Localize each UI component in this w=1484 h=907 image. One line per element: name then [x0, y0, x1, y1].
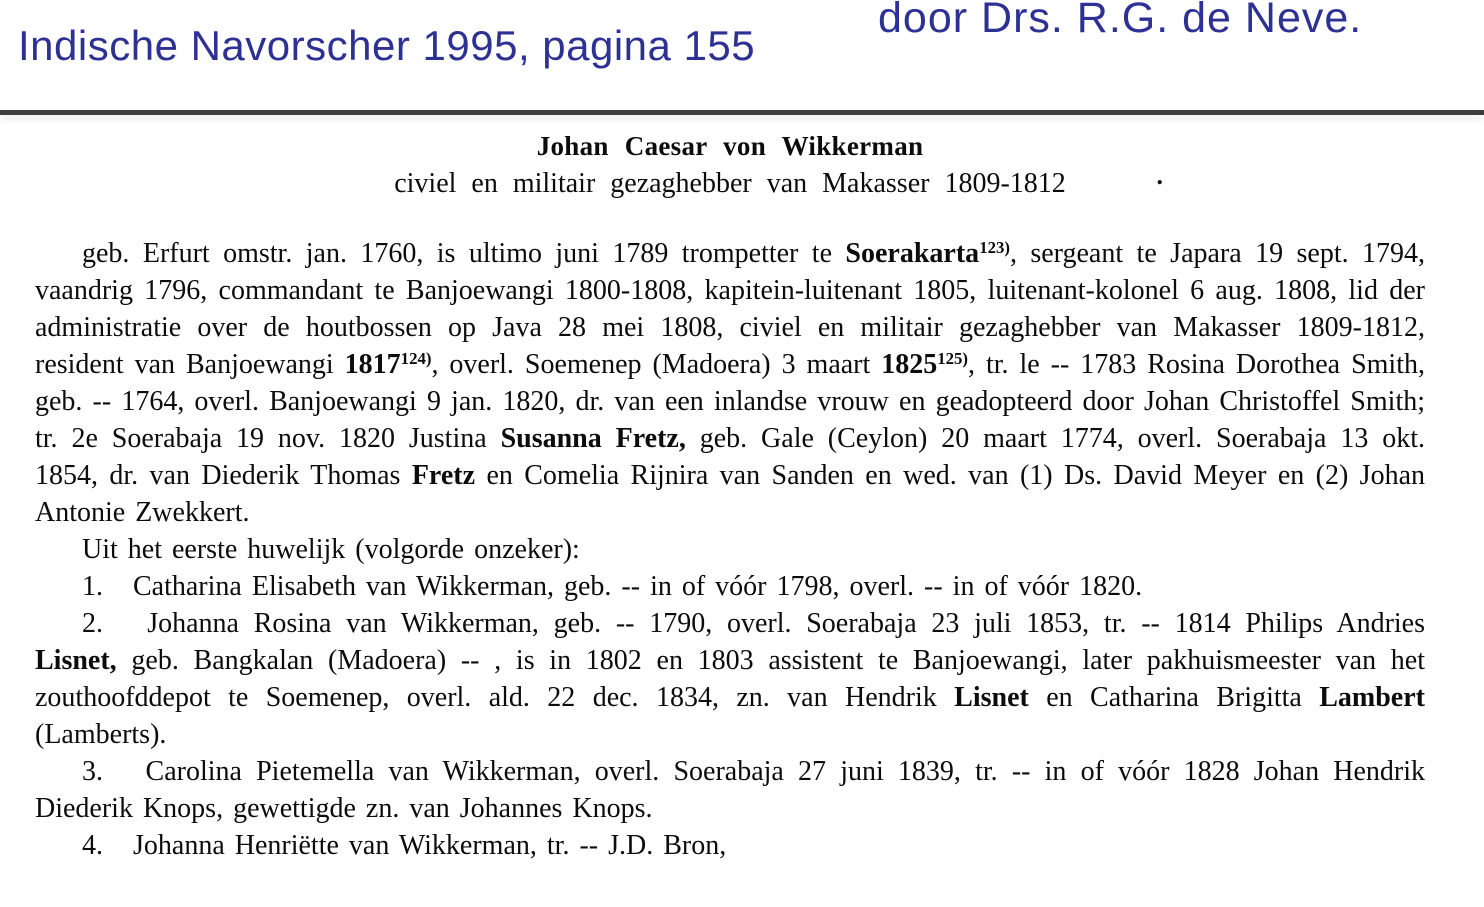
paragraph	[35, 827, 1425, 864]
text-segment: Lisnet	[954, 682, 1029, 713]
paragraph	[35, 531, 1425, 568]
text-segment: 1817	[344, 349, 401, 380]
paragraph	[35, 568, 1425, 605]
paragraph	[35, 605, 1425, 753]
text-segment: (Lamberts).	[35, 719, 167, 750]
paragraph	[35, 235, 1425, 531]
text-segment: en Catharina Brigitta	[1028, 682, 1320, 713]
footnote-reference: 124)	[400, 348, 432, 368]
document-subtitle-row	[35, 161, 1425, 202]
text-segment: , tr. le -- 1783 Rosina Dorothea Smith, geb. -- 1764, overl. Banjoewangi 9 jan. 1820, dr. van een inlandse vrouw en geadopteerd door Johan Christoffel Smith; tr. 2e Soerabaja 19 nov. 1820 Justina	[35, 349, 1425, 454]
text-segment: Lambert	[1319, 682, 1425, 713]
viewer-caption-byline: door Drs. R.G. de Neve.	[878, 0, 1363, 42]
text-segment: , overl. Soemenep (Madoera) 3 maart	[431, 349, 882, 380]
viewer-caption-title: Indische Navorscher 1995, pagina 155	[18, 22, 756, 69]
footnote-reference: 125)	[937, 348, 968, 368]
text-segment: Fretz	[411, 460, 476, 491]
footnote-reference: 123)	[979, 237, 1010, 257]
text-segment: 1. Catharina Elisabeth van Wikkerman, geb. -- in of vóór 1798, overl. -- in of vóór 1820.	[82, 571, 1143, 602]
document-scan	[35, 128, 1425, 907]
text-segment: Lisnet,	[35, 645, 117, 676]
text-segment: Susanna Fretz,	[500, 423, 686, 454]
text-segment: 3. Carolina Pietemella van Wikkerman, overl. Soerabaja 27 juni 1839, tr. -- in of vóór 1828 Johan Hendrik Diederik Knops, gewettigde zn. van Johannes Knops.	[35, 756, 1425, 824]
text-segment: geb. Gale (Ceylon) 20 maart 1774, overl. Soerabaja 13 okt. 1854, dr. van Diederik Thomas	[35, 423, 1425, 491]
text-segment: Soerakarta	[845, 238, 980, 269]
scan-artifact-dot: .	[1156, 161, 1163, 190]
document-title: Johan Caesar von Wikkerman	[536, 131, 924, 161]
document-subtitle: civiel en militair gezaghebber van Makasser 1809-1812	[394, 168, 1066, 199]
text-segment: 1825	[881, 349, 938, 380]
paragraph	[35, 753, 1425, 827]
text-segment: geb. Erfurt omstr. jan. 1760, is ultimo juni 1789 trompetter te	[82, 238, 846, 269]
text-segment: en Comelia Rijnira van Sanden en wed. van (1) Ds. David Meyer en (2) Johan Antonie Zwekkert.	[35, 460, 1425, 528]
text-segment: geb. Bangkalan (Madoera) -- , is in 1802 en 1803 assistent te Banjoewangi, later pakhuismeester van het zouthoofddepot te Soemenep, overl. ald. 22 dec. 1834, zn. van Hendrik	[35, 645, 1425, 713]
text-segment: 4. Johanna Henriëtte van Wikkerman, tr. -- J.D. Bron,	[82, 830, 727, 861]
horizontal-rule	[0, 110, 1484, 115]
text-segment: 2. Johanna Rosina van Wikkerman, geb. -- 1790, overl. Soerabaja 23 juli 1853, tr. -- 1814 Philips Andries	[82, 608, 1425, 639]
text-segment: Uit het eerste huwelijk (volgorde onzeker):	[82, 534, 580, 565]
text-segment: , sergeant te Japara 19 sept. 1794, vaandrig 1796, commandant te Banjoewangi 1800-1808, kapitein-luitenant 1805, luitenant-kolonel 6 aug. 1808, lid der administratie over de houtbossen op Java 28 mei 1808, civiel en militair gezaghebber van Makasser 1809-1812, resident van Banjoewangi	[35, 238, 1426, 380]
document-body	[35, 235, 1425, 864]
